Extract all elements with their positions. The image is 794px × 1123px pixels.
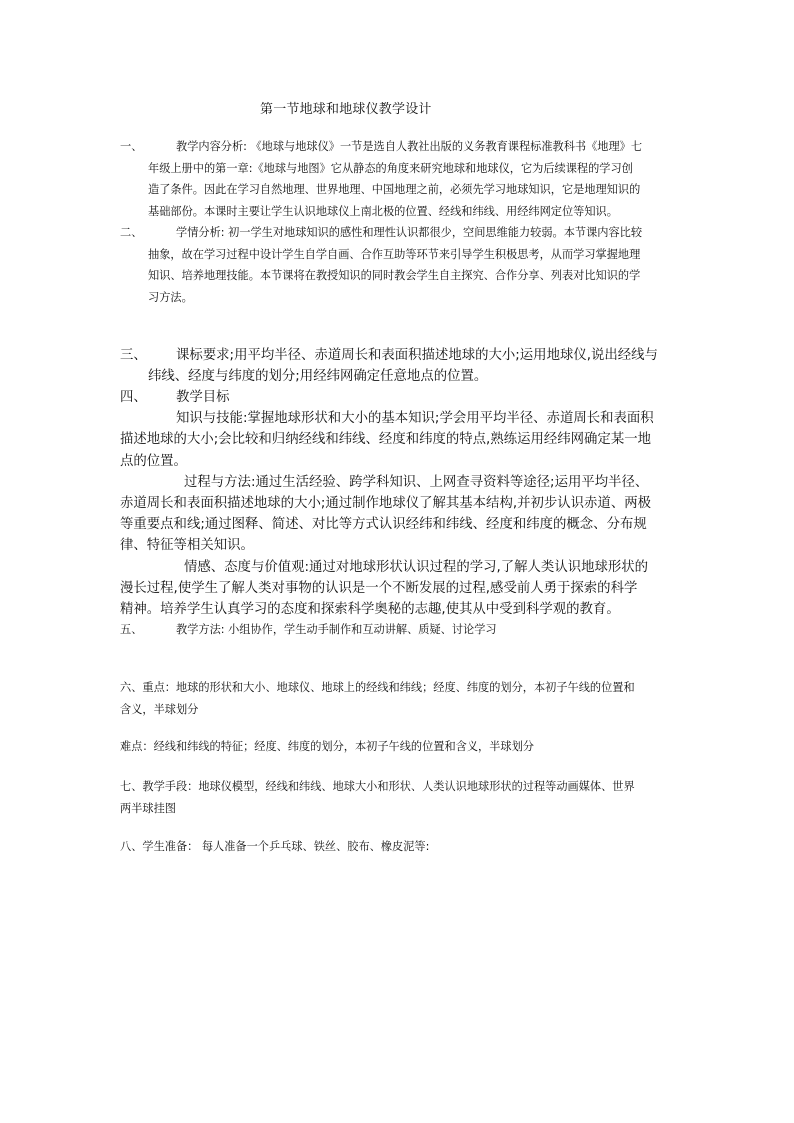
objective-knowledge-line: 点的位置。 bbox=[120, 453, 187, 469]
section-line: 知识、培养地理技能。本节课将在教授知识的同时教会学生自主探究、合作分享、列表对比知识的学 bbox=[148, 269, 641, 282]
line-text: 教学目标 bbox=[176, 390, 230, 405]
section-line bbox=[120, 136, 680, 158]
objective-emotion-line: 漫长过程,使学生了解人类对事物的认识是一个不断发展的过程,感受前人勇于探索的科学 bbox=[120, 580, 638, 596]
section-line bbox=[120, 345, 680, 366]
section-line: 造了条件。因此在学习自然地理、世界地理、中国地理之前，必须先学习地球知识，它是地理知识的 bbox=[148, 183, 641, 196]
document-title: 第一节地球和地球仪教学设计 bbox=[260, 102, 432, 117]
section-line bbox=[120, 222, 680, 244]
line-text: 教学内容分析: 《地球与地球仪》一节是选自人教社出版的义务教育课程标准教科书《地理》七 bbox=[176, 140, 643, 153]
objective-emotion-line: 情感、态度与价值观:通过对地球形状认识过程的学习,了解人类认识地球形状的 bbox=[184, 559, 649, 575]
section-student-analysis bbox=[120, 222, 680, 308]
objective-emotion-line: 精神。培养学生认真学习的态度和探索科学奥秘的志趣,使其从中受到科学观的教育。 bbox=[120, 602, 620, 618]
section-heading bbox=[120, 387, 680, 408]
section-line: 纬线、经度与纬度的划分;用经纬网确定任意地点的位置。 bbox=[148, 369, 488, 385]
section-line bbox=[120, 619, 680, 641]
objective-knowledge-line: 描述地球的大小;会比较和归纳经线和纬线、经度和纬度的特点,熟练运用经纬网确定某一地 bbox=[120, 432, 651, 448]
section-number: 五、 bbox=[120, 623, 143, 636]
objective-process-line: 等重要点和线;通过图释、简述、对比等方式认识经纬和纬线、经度和纬度的概念、分布规 bbox=[120, 517, 647, 533]
section-line: 习方法。 bbox=[148, 290, 193, 304]
section-line: 抽象，故在学习过程中设计学生自学自画、合作互助等环节来引导学生积极思考，从而学习掌握地理 bbox=[148, 247, 641, 261]
section-line: 含义，半球划分 bbox=[120, 702, 199, 716]
objective-process-line: 赤道周长和表面积描述地球的大小;通过制作地球仪了解其基本结构,并初步认识赤道、两极 bbox=[120, 496, 651, 512]
objective-process-line: 律、特征等相关知识。 bbox=[120, 538, 254, 554]
section-line: 七、教学手段：地球仪模型，经线和纬线、地球大小和形状、人类认识地球形状的过程等动画媒体、世界 bbox=[120, 780, 635, 793]
section-student-preparation bbox=[120, 836, 680, 858]
section-line: 基础部份。本课时主要让学生认识地球仪上南北极的位置、经线和纬线、用经纬网定位等知识。 bbox=[148, 204, 618, 218]
section-line: 难点：经线和纬线的特征；经度、纬度的划分，本初子午线的位置和含义，半球划分 bbox=[120, 740, 534, 753]
section-line: 八、学生准备： 每人准备一个乒乓球、铁丝、胶布、橡皮泥等: bbox=[120, 840, 430, 853]
objective-process-line: 过程与方法:通过生活经验、跨学科知识、上网查寻资料等途径;运用平均半径、 bbox=[184, 474, 649, 490]
line-text: 学情分析: 初一学生对地球知识的感性和理性认识都很少，空间思维能力较弱。本节课内容比较 bbox=[176, 226, 643, 239]
section-line: 六、重点：地球的形状和大小、地球仪、地球上的经线和纬线；经度、纬度的划分，本初子午线的位置和 bbox=[120, 681, 635, 694]
section-number: 三、 bbox=[120, 348, 147, 363]
section-line: 两半球挂图 bbox=[120, 801, 176, 815]
section-number: 二、 bbox=[120, 226, 143, 239]
section-difficulties bbox=[120, 736, 680, 758]
section-content-analysis bbox=[120, 136, 680, 222]
section-key-points bbox=[120, 677, 680, 720]
line-text: 教学方法: 小组协作，学生动手制作和互动讲解、质疑、讨论学习 bbox=[176, 623, 497, 636]
section-number: 四、 bbox=[120, 390, 147, 405]
objective-knowledge-line: 知识与技能:掌握地球形状和大小的基本知识;学会用平均半径、赤道周长和表面积 bbox=[176, 411, 654, 427]
section-teaching-means bbox=[120, 776, 680, 819]
section-number: 一、 bbox=[120, 140, 143, 153]
section-line: 年级上册中的第一章:《地球与地图》它从静态的角度来研究地球和地球仪，它为后续课程的学习创 bbox=[148, 161, 633, 175]
line-text: 课标要求;用平均半径、赤道周长和表面积描述地球的大小;运用地球仪,说出经线与 bbox=[176, 348, 658, 363]
section-teaching-objectives bbox=[120, 387, 680, 620]
section-curriculum-requirements bbox=[120, 345, 680, 387]
section-teaching-method bbox=[120, 619, 680, 641]
